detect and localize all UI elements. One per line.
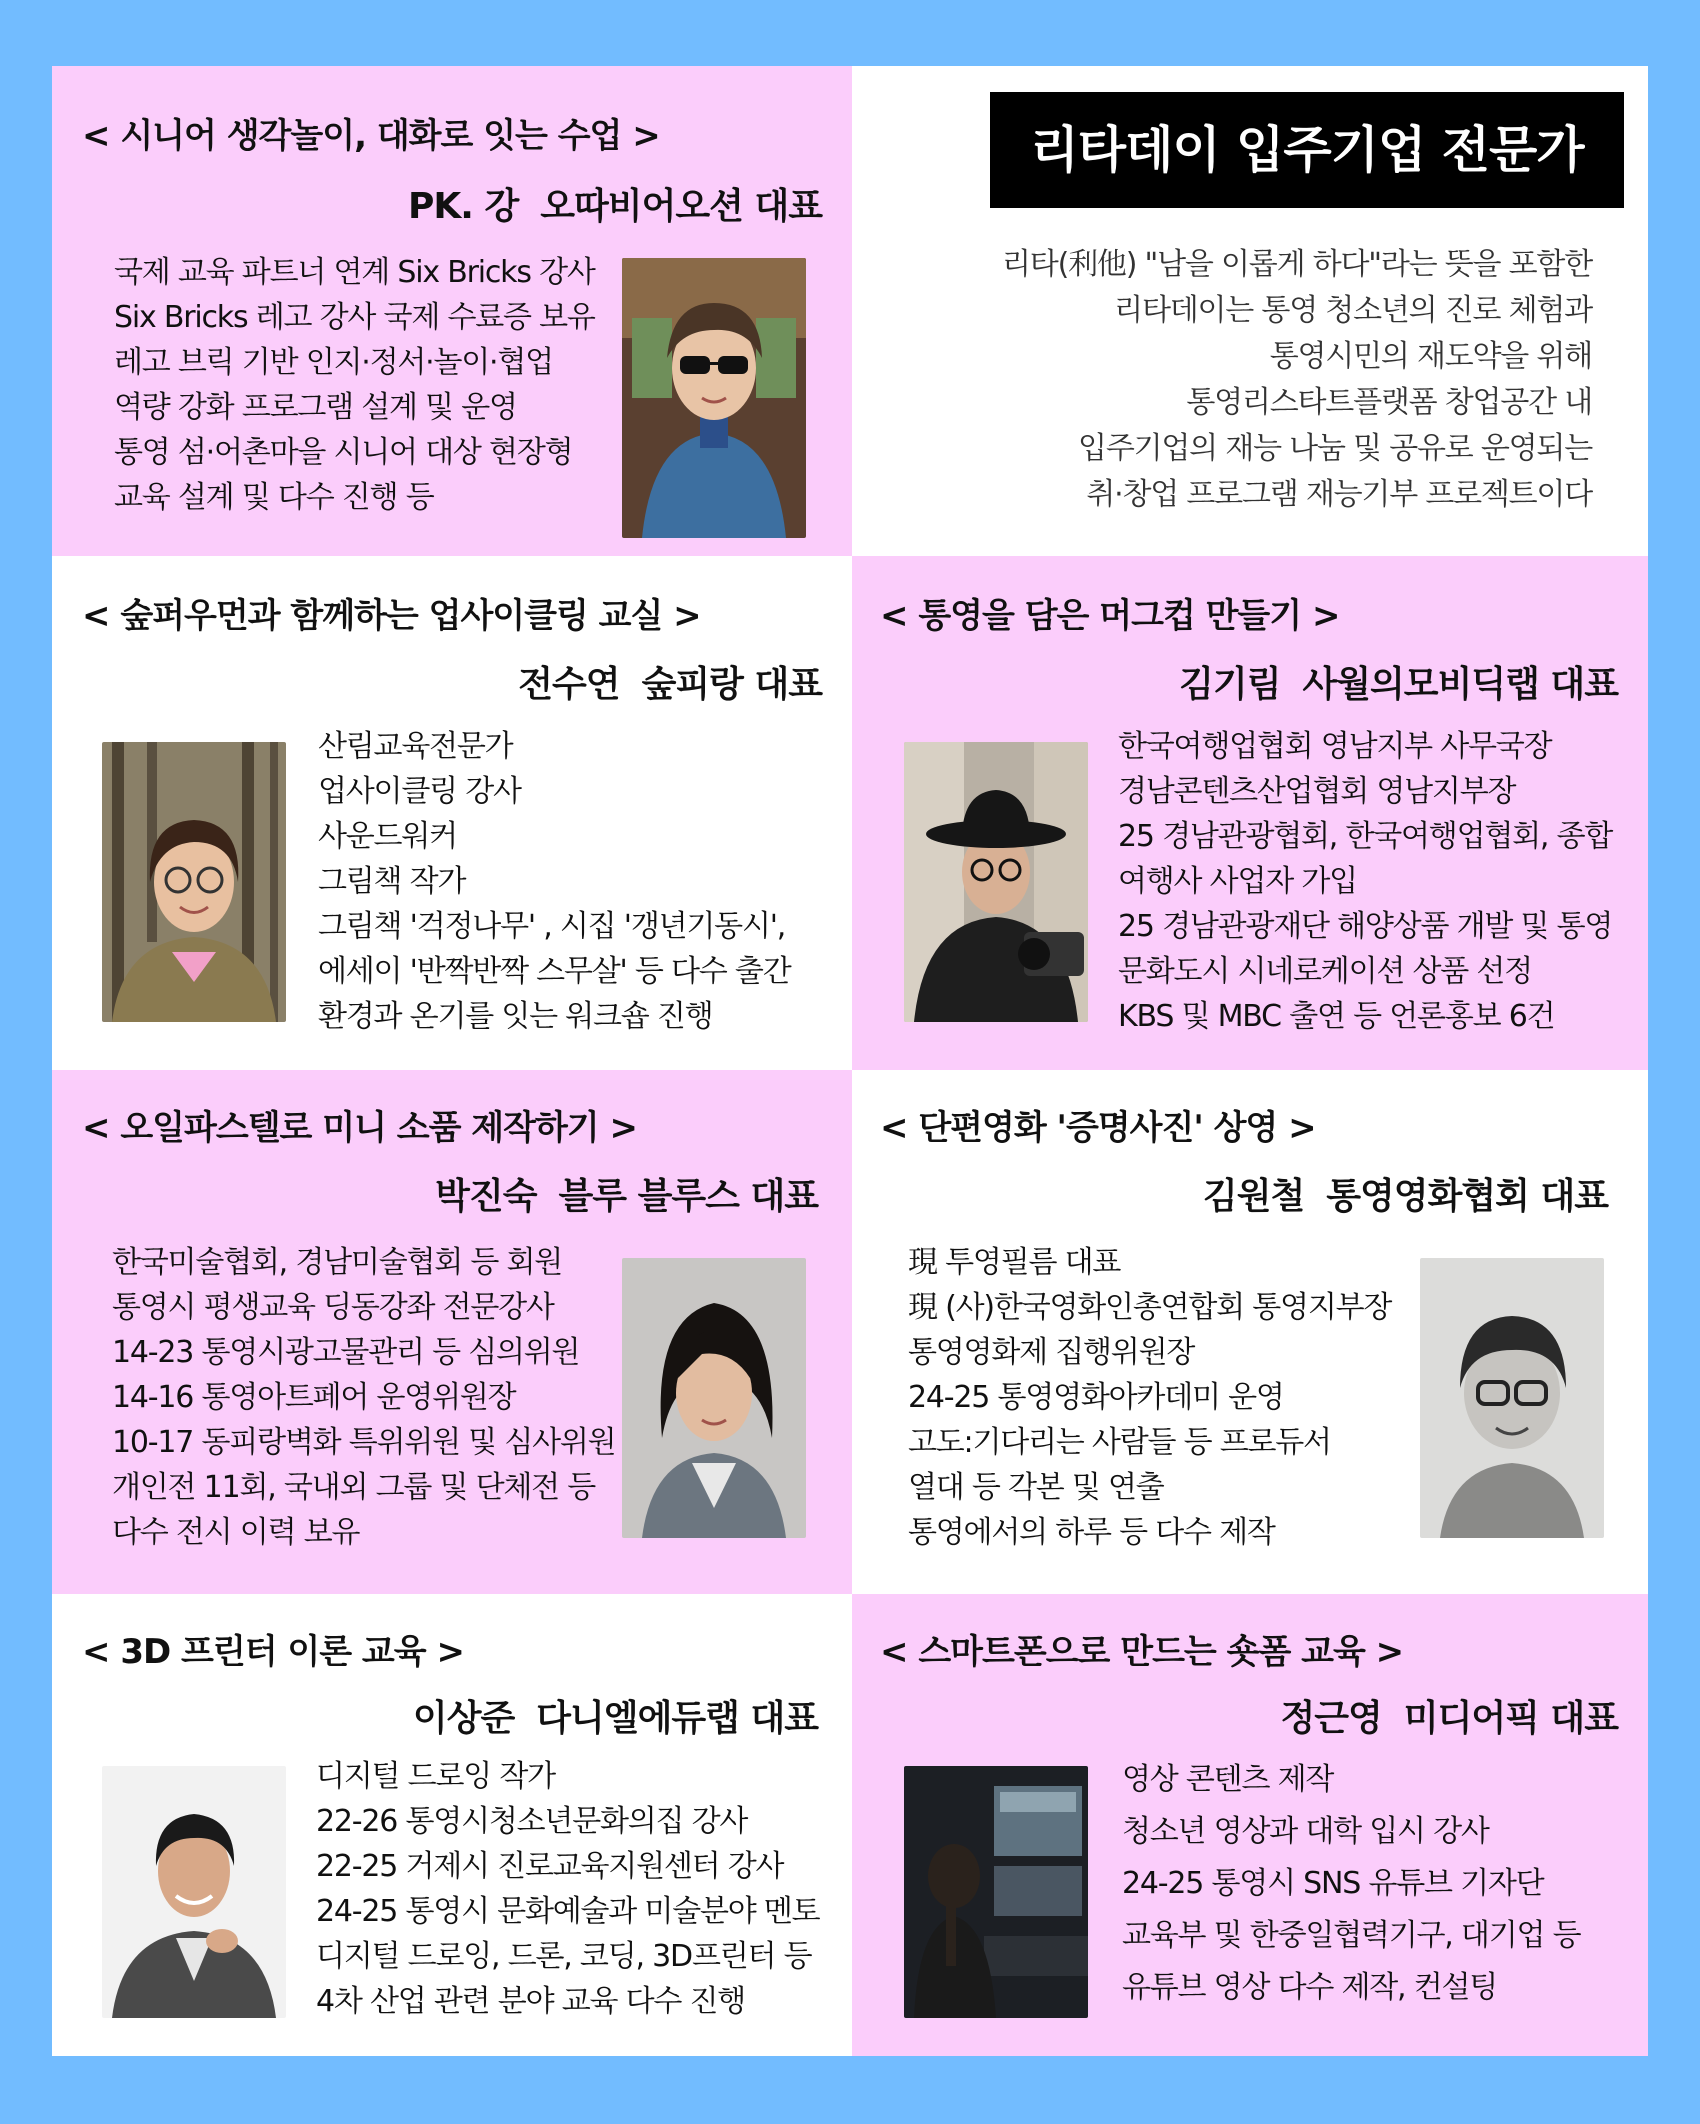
program-title: < 3D 프린터 이론 교육 > [82, 1632, 464, 1672]
bio-item: 환경과 온기를 잇는 워크숍 진행 [318, 999, 713, 1034]
bio-item: 22-26 통영시청소년문화의집 강사 [316, 1804, 748, 1839]
portrait-photo [102, 742, 286, 1022]
bio-list [1118, 724, 1612, 1039]
bio-item: 디지털 드로잉, 드론, 코딩, 3D프린터 등 [316, 1939, 812, 1974]
intro-line: 통영리스타트플랫폼 창업공간 내 [1186, 385, 1592, 420]
bio-item: 14-16 통영아트페어 운영위원장 [112, 1380, 516, 1415]
presenter-org: 사월의모비딕랩 대표 [1302, 664, 1618, 705]
bio-item: 교육 설계 및 다수 진행 등 [114, 480, 434, 515]
bio-item: 4차 산업 관련 분야 교육 다수 진행 [316, 1984, 746, 2019]
portrait-photo [102, 1766, 286, 2018]
bio-item: 역량 강화 프로그램 설계 및 운영 [114, 390, 517, 425]
presenter-name: PK. 강 [407, 186, 519, 227]
bio-item: 통영 섬·어촌마을 시니어 대상 현장형 [114, 435, 573, 470]
intro-line: 통영시민의 재도약을 위해 [1269, 339, 1592, 374]
program-title: < 오일파스텔로 미니 소품 제작하기 > [82, 1108, 637, 1148]
portrait-photo [622, 258, 806, 538]
portrait-photo [622, 1258, 806, 1538]
presenter [408, 178, 822, 229]
presenter-org: 미디어픽 대표 [1403, 1698, 1618, 1739]
bio-item: 교육부 및 한중일협력기구, 대기업 등 [1122, 1918, 1581, 1953]
presenter [1280, 1690, 1618, 1741]
presenter-name: 김기림 [1179, 664, 1281, 705]
bio-item: KBS 및 MBC 출연 등 언론홍보 6건 [1118, 999, 1555, 1034]
panel-program-1 [52, 66, 852, 556]
bio-list [112, 1240, 615, 1555]
bio-item: 영상 콘텐츠 제작 [1122, 1762, 1334, 1797]
bio-item: 열대 등 각본 및 연출 [908, 1470, 1164, 1505]
bio-item: 국제 교육 파트너 연계 Six Bricks 강사 [114, 255, 595, 290]
presenter-name: 이상준 [412, 1698, 515, 1739]
bio-item: 개인전 11회, 국내외 그룹 및 단체전 등 [112, 1470, 596, 1505]
panel-program-7 [852, 1594, 1648, 2056]
bio-item: 레고 브릭 기반 인지·정서·놀이·협업 [114, 345, 553, 380]
bio-item: 24-25 통영시 SNS 유튜브 기자단 [1122, 1866, 1544, 1901]
bio-item: 여행사 사업자 가입 [1118, 864, 1357, 899]
bio-item: 한국여행업협회 영남지부 사무국장 [1118, 729, 1552, 764]
presenter [1203, 1168, 1608, 1219]
bio-item: 25 경남관광재단 해양상품 개발 및 통영 [1118, 909, 1613, 944]
bio-item: 경남콘텐츠산업협회 영남지부장 [1118, 774, 1516, 809]
bio-item: 통영시 평생교육 딩동강좌 전문강사 [112, 1290, 554, 1325]
bio-item: 24-25 통영영화아카데미 운영 [908, 1380, 1284, 1415]
panel-program-2 [52, 556, 852, 1070]
presenter-org: 다니엘에듀랩 대표 [536, 1698, 818, 1739]
panel-program-6 [52, 1594, 852, 2056]
intro-line: 리타(利他) "남을 이롭게 하다"라는 뜻을 포함한 [1002, 247, 1592, 282]
portrait-photo [1420, 1258, 1604, 1538]
bio-item: 그림책 작가 [318, 864, 466, 899]
bio-item: 문화도시 시네로케이션 상품 선정 [1118, 954, 1532, 989]
panel-program-4 [52, 1070, 852, 1594]
bio-list [908, 1240, 1391, 1555]
bio-list [1122, 1754, 1580, 2014]
presenter-name: 전수연 [518, 664, 620, 705]
bio-item: 24-25 통영시 문화예술과 미술분야 멘토 [316, 1894, 820, 1929]
bio-item: 사운드워커 [318, 819, 457, 854]
presenter [518, 656, 822, 707]
bio-item: Six Bricks 레고 강사 국제 수료증 보유 [114, 300, 595, 335]
bio-item: 10-17 동피랑벽화 특위위원 및 심사위원 [112, 1425, 616, 1460]
bio-item: 디지털 드로잉 작가 [316, 1759, 555, 1794]
bio-list [114, 250, 595, 520]
bio-item: 現 투영필름 대표 [908, 1245, 1121, 1280]
studio-photo [904, 1766, 1088, 2018]
panel-program-3 [852, 556, 1648, 1070]
bio-item: 통영영화제 집행위원장 [908, 1335, 1195, 1370]
presenter-org: 오따비어오션 대표 [540, 186, 822, 227]
bio-list [318, 724, 790, 1039]
bio-item: 유튜브 영상 다수 제작, 컨설팅 [1122, 1970, 1498, 2005]
bio-item: 에세이 '반짝반짝 스무살' 등 다수 출간 [318, 954, 791, 989]
bio-item: 14-23 통영시광고물관리 등 심의위원 [112, 1335, 580, 1370]
program-title: < 숲퍼우먼과 함께하는 업사이클링 교실 > [82, 596, 701, 636]
presenter-name: 김원철 [1202, 1176, 1305, 1217]
bio-item: 다수 전시 이력 보유 [112, 1515, 360, 1550]
bio-item: 고도:기다리는 사람들 등 프로듀서 [908, 1425, 1331, 1460]
presenter-org: 숲피랑 대표 [641, 664, 822, 705]
presenter-org: 블루 블루스 대표 [558, 1176, 818, 1217]
presenter [1179, 656, 1618, 707]
presenter-org: 통영영화협회 대표 [1326, 1176, 1608, 1217]
program-title: < 단편영화 '증명사진' 상영 > [880, 1108, 1316, 1148]
presenter [413, 1690, 818, 1741]
panel-program-5 [852, 1070, 1648, 1594]
presenter-name: 박진숙 [435, 1176, 537, 1217]
bio-item: 한국미술협회, 경남미술협회 등 회원 [112, 1245, 563, 1280]
page-title: 리타데이 입주기업 전문가 [990, 92, 1624, 208]
intro-line: 취·창업 프로그램 재능기부 프로젝트이다 [1086, 477, 1592, 512]
bio-item: 25 경남관광협회, 한국여행업협회, 종합 [1118, 819, 1613, 854]
portrait-photo [904, 742, 1088, 1022]
program-title: < 시니어 생각놀이, 대화로 잇는 수업 > [82, 116, 660, 156]
bio-item: 업사이클링 강사 [318, 774, 521, 809]
bio-list [316, 1754, 819, 2024]
program-title: < 스마트폰으로 만드는 숏폼 교육 > [880, 1632, 1404, 1672]
bio-item: 통영에서의 하루 등 다수 제작 [908, 1515, 1275, 1550]
bio-item: 청소년 영상과 대학 입시 강사 [1122, 1814, 1489, 1849]
intro-line: 리타데이는 통영 청소년의 진로 체험과 [1114, 293, 1592, 328]
intro-text [1002, 242, 1592, 518]
intro-line: 입주기업의 재능 나눔 및 공유로 운영되는 [1078, 431, 1592, 466]
presenter [435, 1168, 818, 1219]
program-title: < 통영을 담은 머그컵 만들기 > [880, 596, 1340, 636]
bio-item: 22-25 거제시 진로교육지원센터 강사 [316, 1849, 784, 1884]
bio-item: 산림교육전문가 [318, 729, 513, 764]
bio-item: 그림책 '걱정나무' , 시집 '갱년기동시', [318, 909, 786, 944]
bio-item: 現 (사)한국영화인총연합회 통영지부장 [908, 1290, 1392, 1325]
presenter-name: 정근영 [1280, 1698, 1382, 1739]
